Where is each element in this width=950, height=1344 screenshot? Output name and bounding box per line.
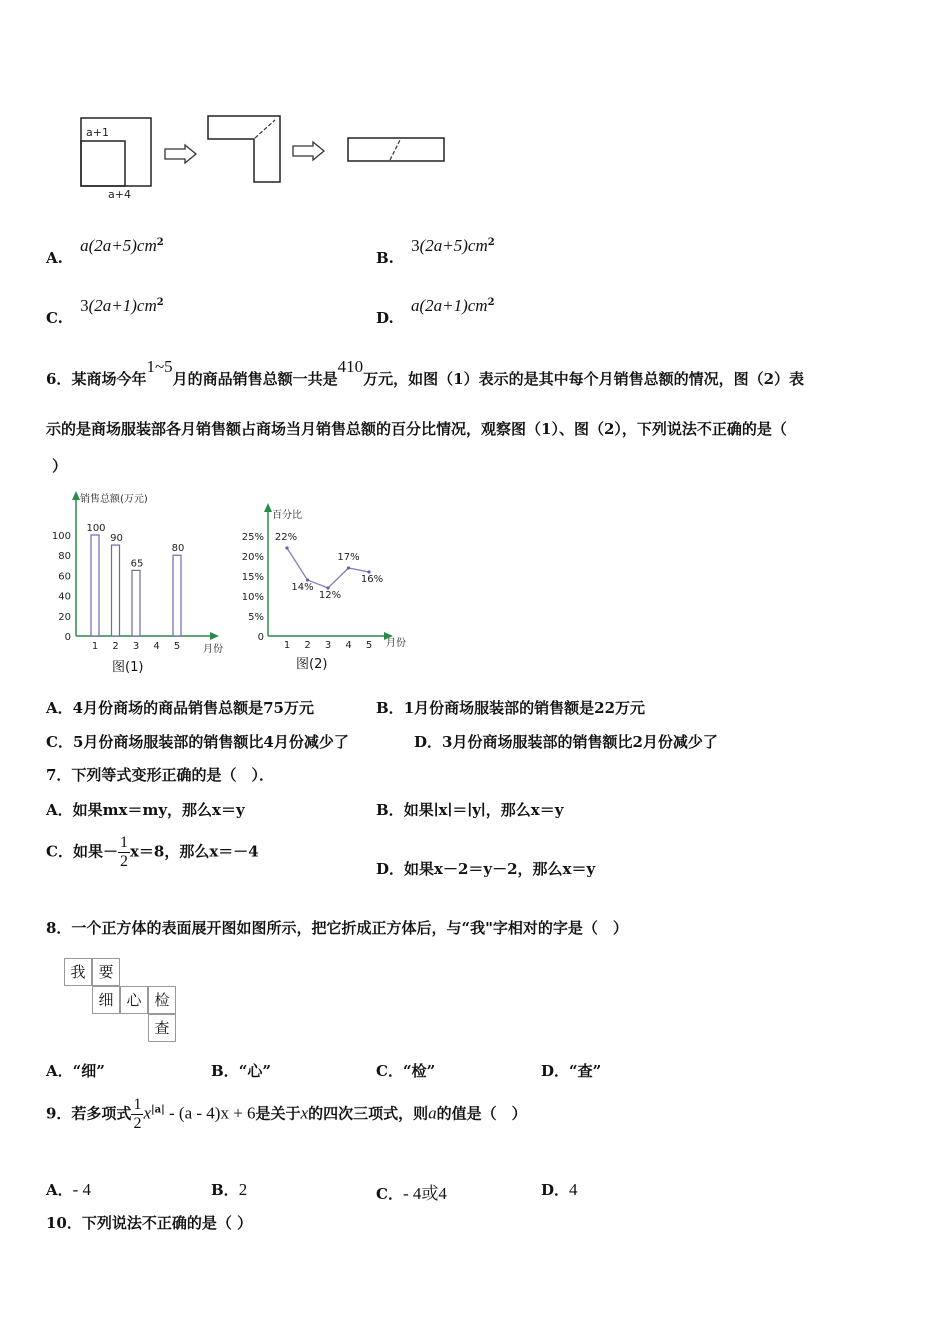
q7-option-c[interactable]: C．如果－ $\frac{1}{2}$ x＝8，那么x＝－4 [46,834,259,870]
chart1-bar [173,555,181,636]
chart2-ytick-label: 10% [241,592,264,603]
q7-fraction: $\frac{1}{2}$ [119,834,128,870]
q5-label-top: a+1 [86,126,109,139]
q6-option-c[interactable]: C．5月份商场服装部的销售额比4月份减少了 [46,733,349,751]
chart1-caption: 图(1) [112,660,144,675]
q6-bar-chart [48,488,238,678]
q5-option-c[interactable]: C. $3(2a+1)cm^2$ [46,296,164,327]
q8-cell-wo: 我 [64,958,92,986]
q6-stem-line2: 示的是商场服装部各月销售额占商场当月销售总额的百分比情况，观察图（1）、图（2），下列说法不正确的是（ [46,420,787,438]
q8-cell-xin: 心 [120,986,148,1014]
q7-stem: 7．下列等式变形正确的是（ ）． [46,766,274,784]
q5-option-d[interactable]: D. $a(2a+1)cm^2$ [376,296,495,327]
chart1-y-arrow [72,491,80,500]
chart1-title: 销售总额(万元) [80,494,148,505]
chart1-xtick-label: 3 [132,641,140,652]
q9-option-a[interactable]: A．- 4 [46,1180,92,1199]
chart2-point [285,546,288,549]
q6-option-b[interactable]: B．1月份商场服装部的销售额是22万元 [376,699,646,717]
q8-option-b[interactable]: B．“心” [211,1062,271,1080]
q8-option-c[interactable]: C．“检” [376,1062,436,1080]
q7-option-a[interactable]: A．如果mx＝my，那么x＝y [46,801,245,819]
chart1-bar [91,535,99,636]
chart1-ytick-label: 40 [58,591,71,603]
chart1-data-label: 90 [110,533,123,545]
q9-fraction: $\frac{1}{2}$ [133,1096,142,1132]
chart1-xlabel: 月份 [203,644,223,655]
q6-option-d[interactable]: D．3月份商场服装部的销售额比2月份减少了 [414,733,718,751]
chart2-xlabel: 月份 [386,638,406,649]
chart1-bar [112,545,120,636]
q8-cell-yao: 要 [92,958,120,986]
chart2-xtick-label: 2 [304,640,311,651]
chart1-xtick-label: 4 [153,641,160,652]
chart2-ytick-label: 5% [248,612,264,623]
q9-option-d[interactable]: D．4 [541,1180,578,1199]
chart1-data-label: 100 [86,523,106,534]
chart2-data-label: 12% [318,590,342,601]
q6-stem-line3: ） [52,457,68,475]
q10-stem: 10．下列说法不正确的是（ ） [46,1214,253,1232]
chart2-xtick-label: 5 [365,640,373,651]
chart1-xtick-label: 5 [173,641,181,652]
chart2-ytick-label: 0 [257,632,264,643]
chart2-data-label: 22% [274,532,298,543]
chart2-data-label: 17% [337,552,360,563]
chart1-x-arrow [210,632,219,640]
q8-cell-jian: 检 [148,986,176,1014]
chart2-xtick-label: 4 [345,640,352,651]
q6-total: 410 [337,357,364,376]
q6-option-a[interactable]: A．4月份商场的商品销售总额是75万元 [46,699,314,717]
chart1-ytick-label: 100 [51,531,71,542]
chart1-data-label: 80 [171,543,185,555]
chart2-ytick-label: 25% [241,532,264,543]
chart1-data-label: 65 [130,558,144,570]
chart2-ytick-label: 15% [241,572,264,583]
chart1-bar [132,570,140,636]
chart1-ytick-label: 20 [58,611,71,623]
q7-option-b[interactable]: B．如果∣x∣＝∣y∣，那么x＝y [376,801,564,819]
q8-cube-net [60,955,190,1050]
chart2-data-label: 14% [291,582,314,593]
q9-option-b[interactable]: B．2 [211,1180,248,1199]
chart2-title: 百分比 [272,510,302,521]
q8-option-d[interactable]: D．“查” [541,1062,602,1080]
q8-stem: 8．一个正方体的表面展开图如图所示，把它折成正方体后，与“我"字相对的字是（ ） [46,919,628,937]
chart1-ytick-label: 80 [58,551,71,563]
chart2-caption: 图(2) [296,657,328,672]
chart1-ytick-label: 60 [58,571,71,583]
q6-months: 1~5 [146,357,173,376]
q8-cell-xi: 细 [92,986,120,1014]
chart1-xtick-label: 2 [112,641,119,652]
q5-option-b[interactable]: B. $3(2a+5)cm^2$ [376,236,495,267]
q5-figure [70,108,460,204]
chart1-ytick-label: 0 [64,632,71,643]
chart2-point [347,566,350,569]
q5-label-bottom: a+4 [108,188,131,201]
q7-option-d[interactable]: D．如果x－2＝y－2，那么x＝y [376,860,596,878]
chart2-xtick-label: 3 [324,640,332,651]
q6-stem-line1: 6．某商场今年1~5月的商品销售总额一共是410万元，如图（1）表示的是其中每个月销售总额的情况，图（2）表 [46,357,805,388]
q8-cell-cha: 查 [148,1014,176,1042]
q8-option-a[interactable]: A．“细” [46,1062,105,1080]
q5-option-a[interactable]: A. $a(2a+5)cm^2$ [46,236,164,267]
chart1-xtick-label: 1 [91,641,99,652]
chart2-data-label: 16% [360,574,384,585]
q9-option-c[interactable]: C．- 4或4 [376,1184,447,1203]
chart2-y-arrow [264,503,272,512]
chart2-ytick-label: 20% [241,552,264,563]
chart2-xtick-label: 1 [283,640,291,651]
q9-stem: 9．若多项式 $\frac{1}{2}$ $x^{|a|} - (a - 4)x + 6$是关于x的四次三项式，则a的值是（ ） [46,1096,527,1132]
q6-line-chart [236,500,426,680]
